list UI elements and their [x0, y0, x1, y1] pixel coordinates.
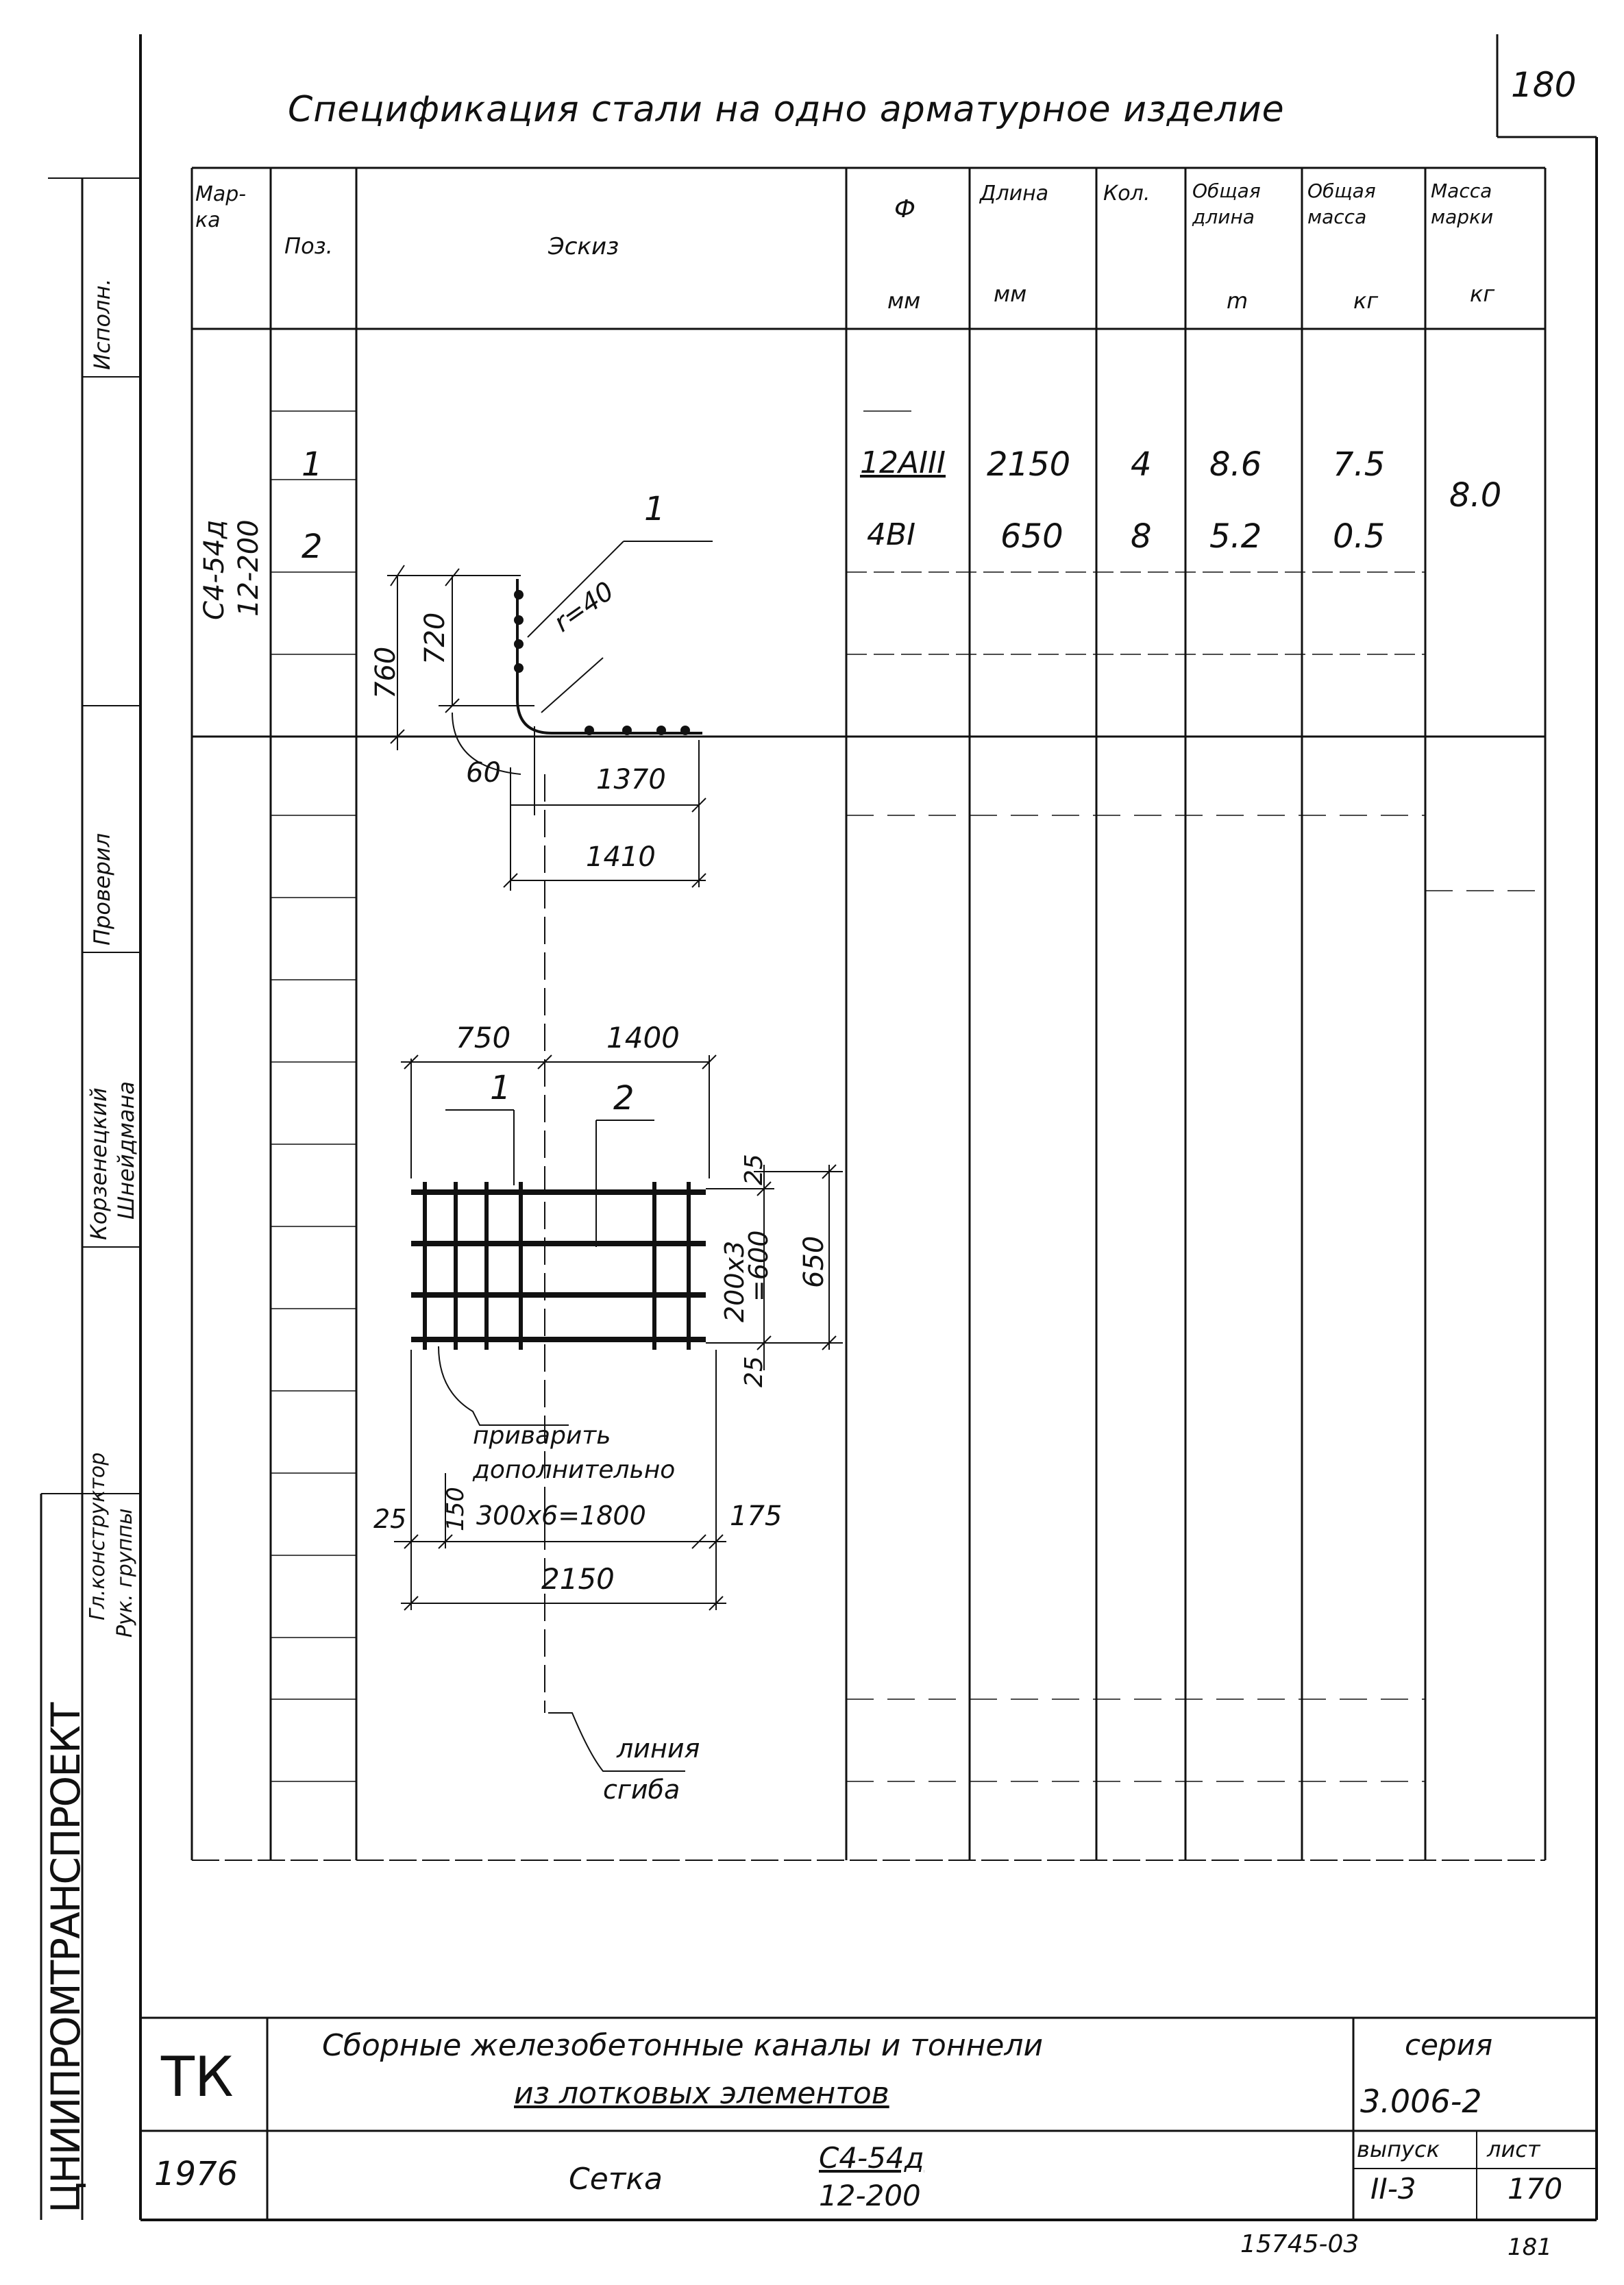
- header-eskiz: Эскиз: [548, 233, 619, 260]
- mesh-dim-25-left: 25: [373, 1504, 407, 1534]
- mesh-dim-600: =600: [743, 1230, 774, 1302]
- weld-note-1: приварить: [473, 1422, 611, 1450]
- header-mark-mass: Масса марки: [1431, 180, 1494, 228]
- footer-page: 181: [1508, 2234, 1552, 2261]
- stamp-role-checked: Проверил: [89, 832, 115, 946]
- stamp-role-exec: Исполн.: [89, 278, 115, 370]
- mesh-dim-650: 650: [798, 1235, 830, 1288]
- header-phi: Ф: [894, 195, 915, 223]
- title-block-series-label: серия: [1405, 2028, 1493, 2062]
- header-mark-mass-unit: кг: [1470, 281, 1495, 307]
- sketch-dim-60: 60: [466, 757, 501, 789]
- stamp-org: ЦНИИПРОМТРАНСПРОЕКТ: [42, 1703, 89, 2213]
- row-1-qty: 4: [1131, 445, 1152, 484]
- mesh-dim-175: 175: [730, 1500, 783, 1532]
- sketch-dim-1370: 1370: [596, 764, 666, 795]
- mesh-dim-150: 150: [442, 1487, 469, 1531]
- stamp-role-group: Рук. группы: [113, 1508, 137, 1638]
- title-block-year: 1976: [154, 2155, 238, 2193]
- header-marka: Мар- ка: [195, 182, 247, 232]
- row-1-total-length: 8.6: [1209, 445, 1262, 484]
- mesh-pos-1: 1: [490, 1069, 511, 1107]
- row-1-poz: 1: [302, 445, 323, 484]
- row-2-total-length: 5.2: [1209, 517, 1262, 556]
- row-1-length: 2150: [987, 445, 1071, 484]
- row-2-poz: 2: [302, 528, 323, 566]
- footer-doc-number: 15745-03: [1240, 2230, 1360, 2258]
- header-total-mass-unit: кг: [1353, 288, 1379, 314]
- title-block-issue: II-3: [1370, 2172, 1416, 2206]
- mark-sub: 12-200: [233, 519, 264, 617]
- title-block-item: Сетка: [569, 2162, 663, 2197]
- row-2-phi: 4ВI: [867, 517, 916, 552]
- mesh-dim-300x6: 300x6=1800: [476, 1500, 646, 1531]
- mesh-dim-750: 750: [456, 1021, 511, 1054]
- mark-mass-value: 8.0: [1449, 476, 1502, 515]
- weld-note-2: дополнительно: [473, 1456, 676, 1484]
- mesh-pos-2: 2: [613, 1079, 635, 1117]
- row-2-total-mass: 0.5: [1333, 517, 1386, 556]
- title-block-sheet: 170: [1508, 2172, 1563, 2206]
- header-length-unit: мм: [994, 281, 1027, 307]
- title-block-code: ТК: [161, 2045, 234, 2109]
- sketch-radius: r=40: [548, 576, 619, 639]
- mark-code: С4-54д: [199, 519, 230, 620]
- stamp-name-2: Шнейдмана: [113, 1080, 139, 1220]
- row-2-qty: 8: [1131, 517, 1152, 556]
- title-block-item-mark: С4-54д: [819, 2141, 924, 2175]
- title-block-sheet-label: лист: [1487, 2136, 1540, 2162]
- title-block-issue-label: выпуск: [1357, 2136, 1440, 2162]
- sketch-dim-1410: 1410: [586, 841, 656, 873]
- title-block-series: 3.006-2: [1360, 2083, 1482, 2120]
- mesh-dim-200x3: 200x3: [719, 1240, 750, 1322]
- row-2-length: 650: [1000, 517, 1063, 556]
- sketch-dim-760: 760: [370, 646, 402, 699]
- sketch-bar-pos: 1: [644, 490, 665, 528]
- sketch-dim-720: 720: [419, 612, 451, 665]
- title-block-project-1: Сборные железобетонные каналы и тоннели: [322, 2028, 1044, 2063]
- title-block-project-2: из лотковых элементов: [514, 2076, 889, 2111]
- header-phi-unit: мм: [887, 288, 921, 314]
- header-qty: Кол.: [1103, 182, 1151, 206]
- sheet-number: 180: [1511, 65, 1577, 105]
- stamp-role-chief: Гл.конструктор: [86, 1452, 110, 1620]
- header-total-length: Общая длина: [1192, 180, 1261, 228]
- row-1-total-mass: 7.5: [1333, 445, 1386, 484]
- mesh-dim-25-bottom: 25: [740, 1356, 768, 1387]
- stamp-name-1: Корзенецкий: [86, 1087, 112, 1240]
- page-title: Спецификация стали на одно арматурное изделие: [288, 89, 1285, 130]
- title-block-item-sub: 12-200: [819, 2179, 921, 2212]
- header-total-mass: Общая масса: [1307, 180, 1376, 228]
- bend-line-label-2: сгиба: [603, 1775, 680, 1805]
- mesh-dim-2150: 2150: [541, 1562, 615, 1596]
- mesh-dim-25-top: 25: [740, 1154, 768, 1185]
- bend-line-label-1: линия: [617, 1733, 700, 1764]
- header-poz: Поз.: [284, 233, 333, 259]
- header-total-length-unit: m: [1227, 288, 1248, 314]
- header-length: Длина: [980, 182, 1049, 206]
- row-1-phi: 12АIII: [860, 445, 946, 480]
- mesh-dim-1400: 1400: [606, 1021, 680, 1054]
